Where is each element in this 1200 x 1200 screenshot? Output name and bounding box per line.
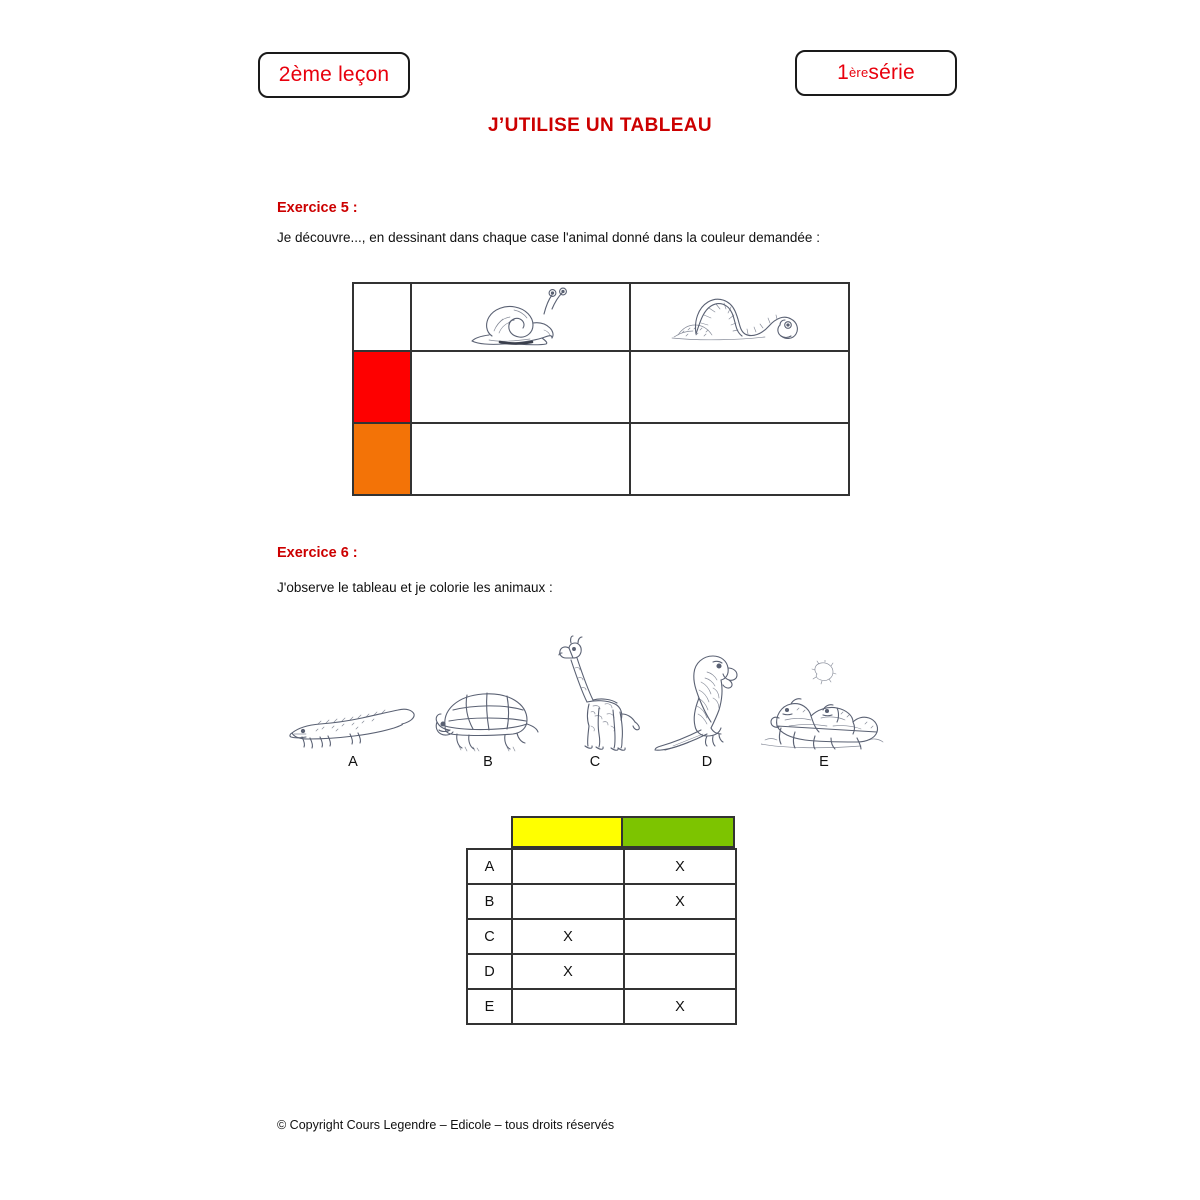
giraffe-art — [545, 634, 645, 752]
animal-label-e: E — [819, 754, 829, 770]
exercise5-prompt: Je découvre..., en dessinant dans chaque case l'animal donné dans la couleur demandée : — [277, 230, 820, 245]
table-row — [467, 849, 736, 884]
animal-label-d: D — [701, 754, 713, 770]
ex5-corner-cell — [353, 283, 411, 351]
lesson-badge — [258, 52, 410, 98]
ex5-header-earthworm — [630, 283, 849, 351]
ex6-cell-green[interactable] — [624, 919, 736, 954]
ex6-color-swatch-green — [623, 816, 735, 848]
serie-badge: 1 ère série — [795, 50, 957, 96]
ex6-row-label: B — [467, 884, 512, 919]
ex5-answer-cell[interactable] — [630, 351, 849, 423]
tortoise-icon — [429, 674, 547, 752]
ex6-row-label: C — [467, 919, 512, 954]
exercise6-prompt: J'observe le tableau et je colorie les animaux : — [277, 580, 553, 595]
ex6-cell-yellow[interactable] — [512, 849, 624, 884]
animal-item-b — [428, 634, 548, 770]
animal-label-a: A — [348, 754, 358, 770]
table-row — [353, 283, 849, 351]
lizards-art — [760, 634, 888, 752]
crocodile-icon — [288, 690, 418, 752]
ex5-color-swatch-orange — [353, 423, 411, 495]
copyright-footer: © Copyright Cours Legendre – Edicole – tous droits réservés — [277, 1118, 615, 1132]
ex6-cell-yellow[interactable] — [512, 989, 624, 1024]
ex6-color-swatch-yellow — [511, 816, 623, 848]
parrot-icon — [649, 642, 765, 752]
ex5-answer-cell[interactable] — [630, 423, 849, 495]
parrot-art — [648, 634, 766, 752]
table-row — [353, 423, 849, 495]
ex5-answer-cell[interactable] — [411, 423, 630, 495]
exercise5-heading: Exercice 5 : — [277, 200, 358, 216]
serie-suffix: série — [868, 61, 915, 84]
serie-number: 1 — [837, 61, 849, 84]
exercise6-color-header — [511, 816, 737, 848]
table-row — [467, 954, 736, 989]
lizards-icon — [761, 660, 887, 752]
exercise6-table — [466, 848, 737, 1025]
lesson-badge-label: 2ème leçon — [278, 63, 390, 86]
ex6-row-label: E — [467, 989, 512, 1024]
table-row — [467, 989, 736, 1024]
crocodile-art — [288, 634, 418, 752]
animal-label-b: B — [483, 754, 493, 770]
ex6-cell-yellow[interactable]: X — [512, 919, 624, 954]
animal-item-e — [760, 634, 888, 770]
ex6-cell-green[interactable]: X — [624, 989, 736, 1024]
ex6-row-label: D — [467, 954, 512, 989]
animal-item-c — [545, 634, 645, 770]
giraffe-icon — [547, 634, 643, 752]
exercise6-heading: Exercice 6 : — [277, 545, 358, 561]
table-row — [467, 884, 736, 919]
animal-label-c: C — [589, 754, 601, 770]
snail-icon — [456, 286, 586, 348]
earthworm-icon — [670, 287, 810, 347]
exercise5-table — [352, 282, 850, 496]
ex6-row-label: A — [467, 849, 512, 884]
animal-item-a — [288, 634, 418, 770]
exercise6-table-wrap — [466, 816, 737, 1025]
ex6-cell-green[interactable]: X — [624, 884, 736, 919]
page-title: J’UTILISE UN TABLEAU — [487, 115, 713, 136]
tortoise-art — [428, 634, 548, 752]
ex6-cell-yellow[interactable] — [512, 884, 624, 919]
ex5-color-swatch-red — [353, 351, 411, 423]
table-row — [467, 919, 736, 954]
ex6-cell-green[interactable]: X — [624, 849, 736, 884]
table-row — [353, 351, 849, 423]
animal-strip — [270, 620, 890, 770]
animal-item-d — [648, 634, 766, 770]
ex5-header-snail — [411, 283, 630, 351]
ex6-cell-yellow[interactable]: X — [512, 954, 624, 989]
ex5-answer-cell[interactable] — [411, 351, 630, 423]
ex6-cell-green[interactable] — [624, 954, 736, 989]
